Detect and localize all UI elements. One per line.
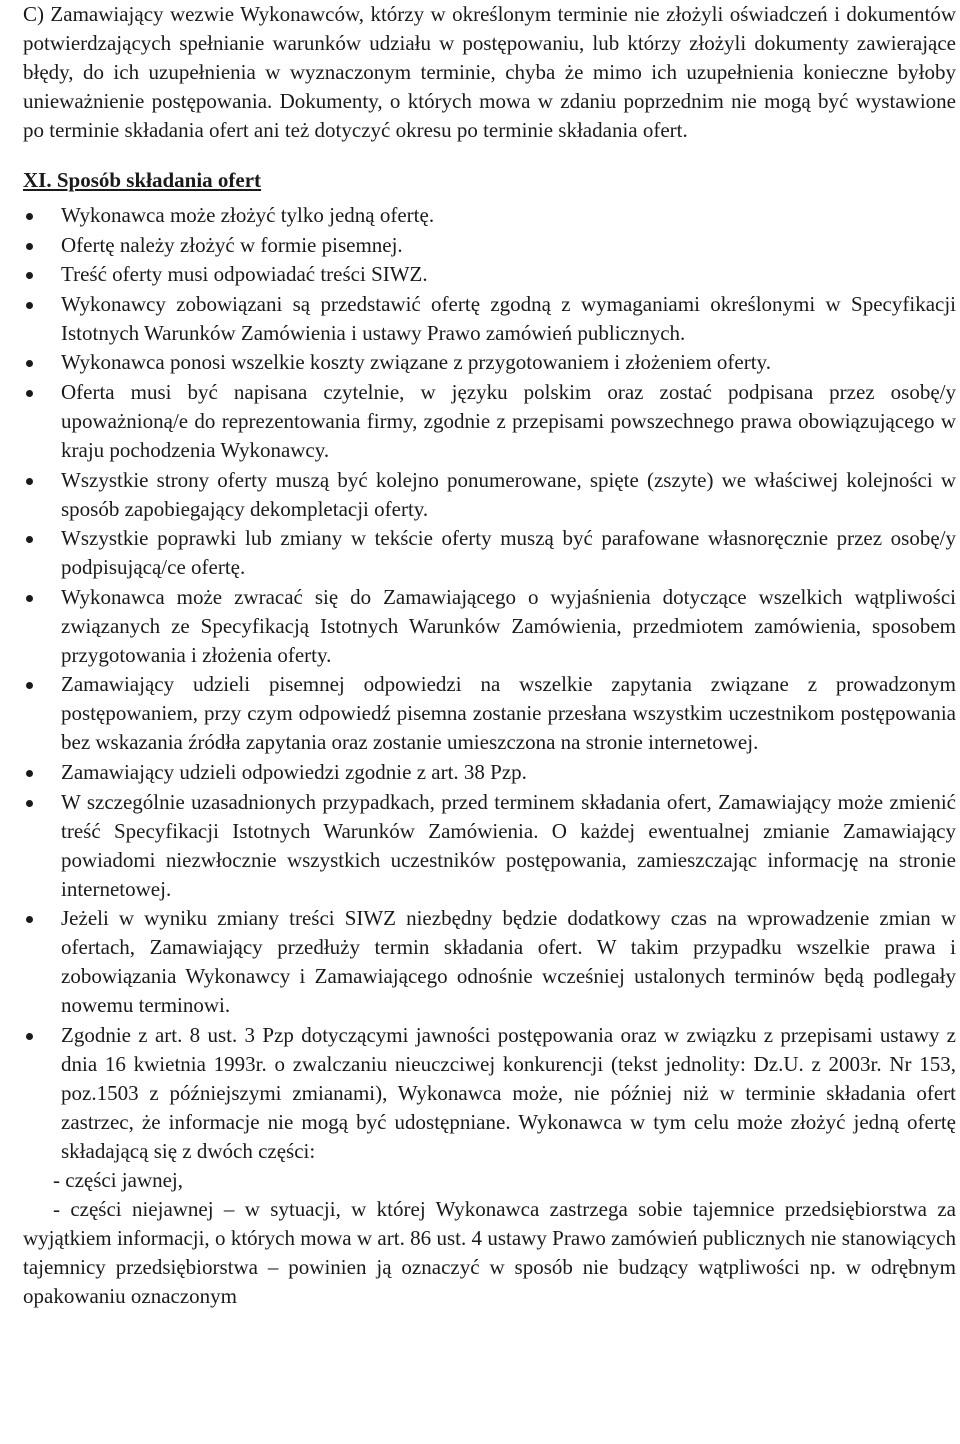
section-heading: XI. Sposób składania ofert (23, 168, 262, 192)
list-item: Zamawiający udzieli odpowiedzi zgodnie z art. 38 Pzp. (23, 758, 956, 787)
list-item: Wykonawca może złożyć tylko jedną ofertę. (23, 201, 956, 230)
list-item: Wszystkie poprawki lub zmiany w tekście oferty muszą być parafowane własnoręcznie przez osobę/y podpisującą/ce ofertę. (23, 524, 956, 582)
bullet-icon (26, 243, 33, 250)
list-item: Jeżeli w wyniku zmiany treści SIWZ niezbędny będzie dodatkowy czas na wprowadzenie zmian w ofertach, Zamawiający przedłuży termin składania ofert. W takim przypadku wszelkie prawa i zobowiązania Wykonawcy i Zamawiającego odnośnie wcześniej ustalonych terminów będą podlegały nowemu terminowi. (23, 904, 956, 1020)
list-item: Zgodnie z art. 8 ust. 3 Pzp dotyczącymi jawności postępowania oraz w związku z przepisami ustawy z dnia 16 kwietnia 1993r. o zwalczaniu nieuczciwej konkurencji (tekst jednolity: Dz.U. z 2003r. Nr 153, poz.1503 z późniejszymi zmianami), Wykonawca może, nie później niż w terminie składania ofert zastrzec, że informacje nie mogą być udostępniane. Wykonawca w tym celu może złożyć jedną ofertę składającą się z dwóch części: (23, 1021, 956, 1166)
bullet-icon (26, 770, 33, 777)
bullet-icon (26, 595, 33, 602)
sub-item-public: - części jawnej, (53, 1168, 184, 1193)
list-item: Wykonawca ponosi wszelkie koszty związane z przygotowaniem i złożeniem oferty. (23, 348, 956, 377)
list-item: Wykonawca może zwracać się do Zamawiającego o wyjaśnienia dotyczące wszelkich wątpliwości związanych ze Specyfikacją Istotnych Warunków Zamówienia, przedmiotem zamówienia, sposobem przygotowania i złożenia oferty. (23, 583, 956, 670)
intro-paragraph: C) Zamawiający wezwie Wykonawców, którzy w określonym terminie nie złożyli oświadczeń i dokumentów potwierdzających spełnianie warunków udziału w postępowaniu, lub którzy złożyli dokumenty zawierające błędy, do ich uzupełnienia w wyznaczonym terminie, chyba że mimo ich uzupełnienia konieczne byłoby unieważnienie postępowania. Dokumenty, o których mowa w zdaniu poprzednim nie mogą być wystawione po terminie składania ofert ani też dotyczyć okresu po terminie składania ofert. (23, 2, 956, 142)
list-item: W szczególnie uzasadnionych przypadkach, przed terminem składania ofert, Zamawiający może zmienić treść Specyfikacji Istotnych Warunków Zamówienia. O każdej ewentualnej zmianie Zamawiający powiadomi niezwłocznie wszystkich uczestników postępowania, zamieszczając informację na stronie internetowej. (23, 788, 956, 904)
list-item: Zamawiający udzieli pisemnej odpowiedzi na wszelkie zapytania związane z prowadzonym postępowaniem, przy czym odpowiedź pisemna zostanie przesłana wszystkim uczestnikom postępowania bez wskazania źródła zapytania oraz zostanie umieszczona na stronie internetowej. (23, 670, 956, 757)
bullet-icon (26, 682, 33, 689)
list-item: Wykonawcy zobowiązani są przedstawić ofertę zgodną z wymaganiami określonymi w Specyfikacji Istotnych Warunków Zamówienia i ustawy Prawo zamówień publicznych. (23, 290, 956, 348)
sub-item-confidential: - części niejawnej – w sytuacji, w której Wykonawca zastrzega sobie tajemnice przedsiębiorstwa za wyjątkiem informacji, o których mowa w art. 86 ust. 4 ustawy Prawo zamówień publicznych nie stanowiących tajemnicy przedsiębiorstwa – powinien ją oznaczyć w sposób nie budzący wątpliwości np. w odrębnym opakowaniu oznaczonym (23, 1197, 956, 1309)
bullet-icon (26, 536, 33, 543)
bullet-icon (26, 360, 33, 367)
list-item: Ofertę należy złożyć w formie pisemnej. (23, 231, 956, 260)
bullet-icon (26, 302, 33, 309)
bullet-icon (26, 478, 33, 485)
bullet-list (23, 201, 956, 1166)
bullet-icon (26, 916, 33, 923)
list-item: Oferta musi być napisana czytelnie, w języku polskim oraz zostać podpisana przez osobę/y upoważnioną/e do reprezentowania firmy, zgodnie z przepisami powszechnego prawa obowiązującego w kraju pochodzenia Wykonawcy. (23, 378, 956, 465)
bullet-icon (26, 1033, 33, 1040)
bullet-icon (26, 800, 33, 807)
list-item: Treść oferty musi odpowiadać treści SIWZ. (23, 260, 956, 289)
list-item: Wszystkie strony oferty muszą być kolejno ponumerowane, spięte (zszyte) we właściwej kolejności w sposób zapobiegający dekompletacji oferty. (23, 466, 956, 524)
bullet-icon (26, 390, 33, 397)
bullet-icon (26, 272, 33, 279)
bullet-icon (26, 213, 33, 220)
